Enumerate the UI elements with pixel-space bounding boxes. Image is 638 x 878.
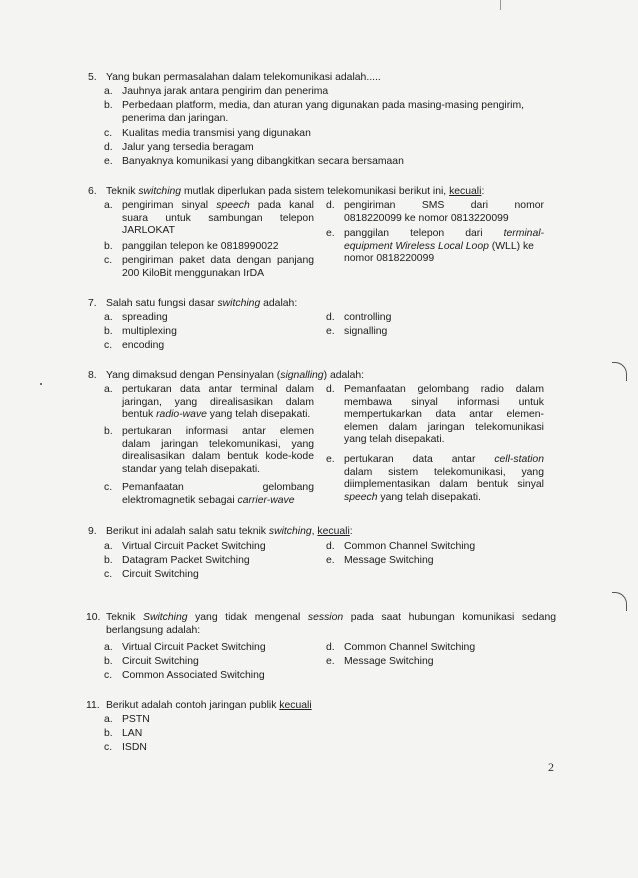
option-text: Message Switching — [344, 555, 434, 566]
question-7 — [88, 298, 548, 311]
option-5e[interactable] — [104, 156, 544, 169]
option-text: Pemanfaatan gelombang radio dalam membawa sinyal informasi untuk mempertukarkan data antar elemen- elemen dalam jaringan telekomunikasi yang telah disepakati. — [344, 384, 544, 446]
option-8e[interactable] — [326, 454, 546, 508]
option-text: Jauhnya jarak antara pengirim dan penerima — [122, 86, 329, 97]
option-text: Virtual Circuit Packet Switching — [122, 642, 266, 653]
option-letter: d. — [326, 200, 335, 211]
option-text: Circuit Switching — [122, 569, 199, 580]
option-text: LAN — [122, 728, 143, 739]
scan-tick — [500, 0, 501, 10]
option-6d[interactable] — [326, 200, 546, 226]
option-letter: d. — [326, 384, 335, 395]
option-5c[interactable] — [104, 128, 544, 141]
option-text: PSTN — [122, 714, 150, 725]
option-text: Banyaknya komunikasi yang dibangkitkan secara bersamaan — [122, 156, 404, 167]
option-letter: a. — [104, 541, 113, 552]
option-10d[interactable] — [326, 642, 546, 655]
option-text: Message Switching — [344, 656, 434, 667]
option-letter: c. — [104, 670, 113, 681]
option-10a[interactable] — [104, 642, 314, 655]
hole-punch-mark — [612, 592, 627, 611]
option-11c[interactable] — [104, 742, 304, 755]
option-text: Perbedaan platform, media, dan aturan yang digunakan pada masing-masing pengirim, — [122, 100, 525, 111]
option-8b[interactable] — [104, 426, 314, 478]
question-stem: Teknik Switching yang tidak mengenal session pada saat hubungan komunikasi sedang berlangsung adalah: — [106, 612, 557, 636]
option-letter: b. — [104, 100, 113, 111]
option-letter: a. — [104, 86, 113, 97]
option-text: pertukaran data antar cell-station dalam sistem telekomunikasi, yang diimplementasikan dalam bentuk sinyal speech yang telah disepakati. — [344, 454, 544, 503]
option-9d[interactable] — [326, 541, 546, 554]
option-10e[interactable] — [326, 656, 546, 669]
option-text: Common Associated Switching — [122, 670, 265, 681]
option-text: Kualitas media transmisi yang digunakan — [122, 128, 311, 139]
question-stem: Berikut ini adalah salah satu teknik switching, kecuali: — [106, 526, 353, 537]
option-text: Circuit Switching — [122, 656, 199, 667]
hole-punch-mark — [612, 362, 627, 381]
question-9 — [88, 526, 548, 539]
option-text: pertukaran data antar terminal dalam jaringan, yang direalisasikan dalam bentuk radio-wave yang telah disepakati. — [122, 384, 314, 421]
option-letter: d. — [326, 642, 335, 653]
option-letter: b. — [104, 326, 113, 337]
option-letter: a. — [104, 312, 113, 323]
option-letter: e. — [104, 156, 113, 167]
option-text: pengiriman SMS dari nomor 0818220099 ke nomor 0813220099 — [344, 200, 544, 224]
question-11 — [86, 700, 546, 713]
option-text: Pemanfaatan gelombang elektromagnetik sebagai carrier-wave — [122, 482, 314, 506]
option-letter: c. — [104, 128, 113, 139]
option-11b[interactable] — [104, 728, 304, 741]
option-text: Virtual Circuit Packet Switching — [122, 541, 266, 552]
question-10 — [86, 612, 556, 638]
option-text: ISDN — [122, 742, 147, 753]
question-number: 6. — [88, 186, 97, 197]
option-text: Common Channel Switching — [344, 642, 476, 653]
option-letter: e. — [326, 555, 335, 566]
question-stem: Yang dimaksud dengan Pensinyalan (signalling) adalah: — [106, 370, 365, 381]
option-letter: b. — [104, 426, 113, 437]
option-9b[interactable] — [104, 555, 314, 568]
option-letter: c. — [104, 482, 113, 493]
option-letter: d. — [104, 142, 113, 153]
question-stem: Salah satu fungsi dasar switching adalah: — [106, 298, 298, 309]
option-letter: b. — [104, 555, 113, 566]
question-stem: Teknik switching mutlak diperlukan pada sistem telekomunikasi berikut ini, kecuali: — [106, 186, 485, 197]
option-7a[interactable] — [104, 312, 304, 325]
option-6e[interactable] — [326, 228, 546, 268]
option-text: Datagram Packet Switching — [122, 555, 250, 566]
option-text: controlling — [344, 312, 392, 323]
question-number: 11. — [86, 700, 100, 711]
option-letter: c. — [104, 340, 113, 351]
option-8a[interactable] — [104, 384, 314, 424]
question-number: 7. — [88, 298, 97, 309]
option-text: panggilan telepon dari terminal- equipment Wireless Local Loop (WLL) ke nomor 0818220099 — [344, 228, 544, 265]
option-letter: d. — [326, 541, 335, 552]
option-text: pengiriman paket data dengan panjang 200 KiloBit menggunakan IrDA — [122, 255, 314, 279]
option-text: signalling — [344, 326, 388, 337]
option-letter: e. — [326, 326, 335, 337]
option-letter: c. — [104, 742, 113, 753]
option-letter: e. — [326, 228, 335, 239]
option-letter: b. — [104, 656, 113, 667]
option-letter: c. — [104, 569, 113, 580]
option-6b[interactable] — [104, 241, 314, 254]
question-number: 5. — [88, 72, 97, 83]
option-7c[interactable] — [104, 340, 304, 353]
option-text: Jalur yang tersedia beragam — [122, 142, 254, 153]
option-text: pengiriman sinyal speech pada kanal suara untuk sambungan telepon JARLOKAT — [122, 200, 314, 237]
option-6a[interactable] — [104, 200, 314, 240]
option-5b[interactable] — [104, 100, 544, 126]
option-7d[interactable] — [326, 312, 526, 325]
option-8c[interactable] — [104, 482, 314, 508]
option-text: spreading — [122, 312, 168, 323]
option-letter: e. — [326, 454, 335, 465]
question-stem: Berikut adalah contoh jaringan publik kecuali — [106, 700, 312, 711]
option-9c[interactable] — [104, 569, 314, 582]
option-7b[interactable] — [104, 326, 304, 339]
question-6 — [88, 186, 558, 199]
option-text: panggilan telepon ke 0818990022 — [122, 241, 279, 252]
option-6c[interactable] — [104, 255, 314, 281]
option-letter: a. — [104, 200, 113, 211]
option-11a[interactable] — [104, 714, 304, 727]
option-text-cont: penerima dan jaringan. — [122, 113, 229, 124]
option-letter: c. — [104, 255, 113, 266]
option-7e[interactable] — [326, 326, 526, 339]
option-letter: e. — [326, 656, 335, 667]
option-10c[interactable] — [104, 670, 314, 683]
option-letter: a. — [104, 642, 113, 653]
option-text: pertukaran informasi antar elemen dalam jaringan telekomunikasi, yang direalisasikan dalam bentuk kode-kode standar yang telah disepakati. — [122, 426, 314, 475]
option-letter: d. — [326, 312, 335, 323]
option-5d[interactable] — [104, 142, 544, 155]
question-8 — [88, 370, 548, 383]
option-5a[interactable] — [104, 86, 544, 99]
question-number: 8. — [88, 370, 97, 381]
scan-dot — [40, 383, 42, 385]
question-number: 9. — [88, 526, 97, 537]
option-10b[interactable] — [104, 656, 314, 669]
option-9e[interactable] — [326, 555, 546, 568]
option-8d[interactable] — [326, 384, 546, 450]
page-number: 2 — [548, 760, 554, 774]
option-9a[interactable] — [104, 541, 314, 554]
option-letter: b. — [104, 728, 113, 739]
option-letter: b. — [104, 241, 113, 252]
question-number: 10. — [86, 612, 101, 623]
option-text: encoding — [122, 340, 165, 351]
question-stem: Yang bukan permasalahan dalam telekomunikasi adalah..... — [106, 72, 381, 83]
option-text: Common Channel Switching — [344, 541, 476, 552]
option-letter: a. — [104, 714, 113, 725]
option-text: multiplexing — [122, 326, 177, 337]
option-letter: a. — [104, 384, 113, 395]
